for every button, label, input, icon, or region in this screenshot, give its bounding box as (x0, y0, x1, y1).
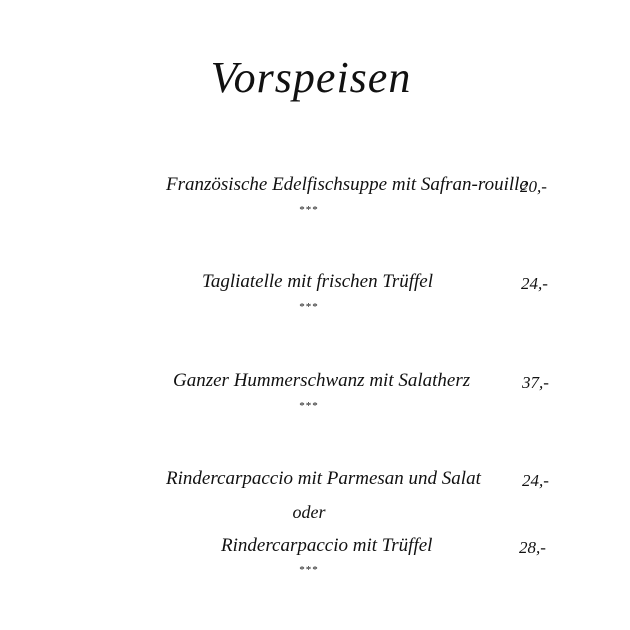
menu-item-name: Tagliatelle mit frischen Trüffel (202, 271, 434, 292)
separator: *** (299, 400, 319, 412)
menu-item-price: 20,- (520, 177, 547, 196)
menu-item-price: 24,- (521, 274, 548, 293)
alternative-label: oder (292, 502, 326, 522)
separator: *** (299, 204, 319, 216)
menu-item-price: 28,- (519, 538, 546, 557)
menu-item-name: Rindercarpaccio mit Parmesan und Salat (166, 468, 481, 489)
menu-item-name: Ganzer Hummerschwanz mit Salatherz (173, 370, 471, 391)
separator: *** (299, 301, 319, 313)
menu-item-name: Französische Edelfischsuppe mit Safran-rouille (166, 174, 528, 195)
page-title: Vorspeisen (210, 53, 412, 102)
separator: *** (299, 564, 319, 576)
menu-item-name: Rindercarpaccio mit Trüffel (221, 535, 433, 556)
menu-item-price: 37,- (522, 373, 549, 392)
menu-item-price: 24,- (522, 471, 549, 490)
